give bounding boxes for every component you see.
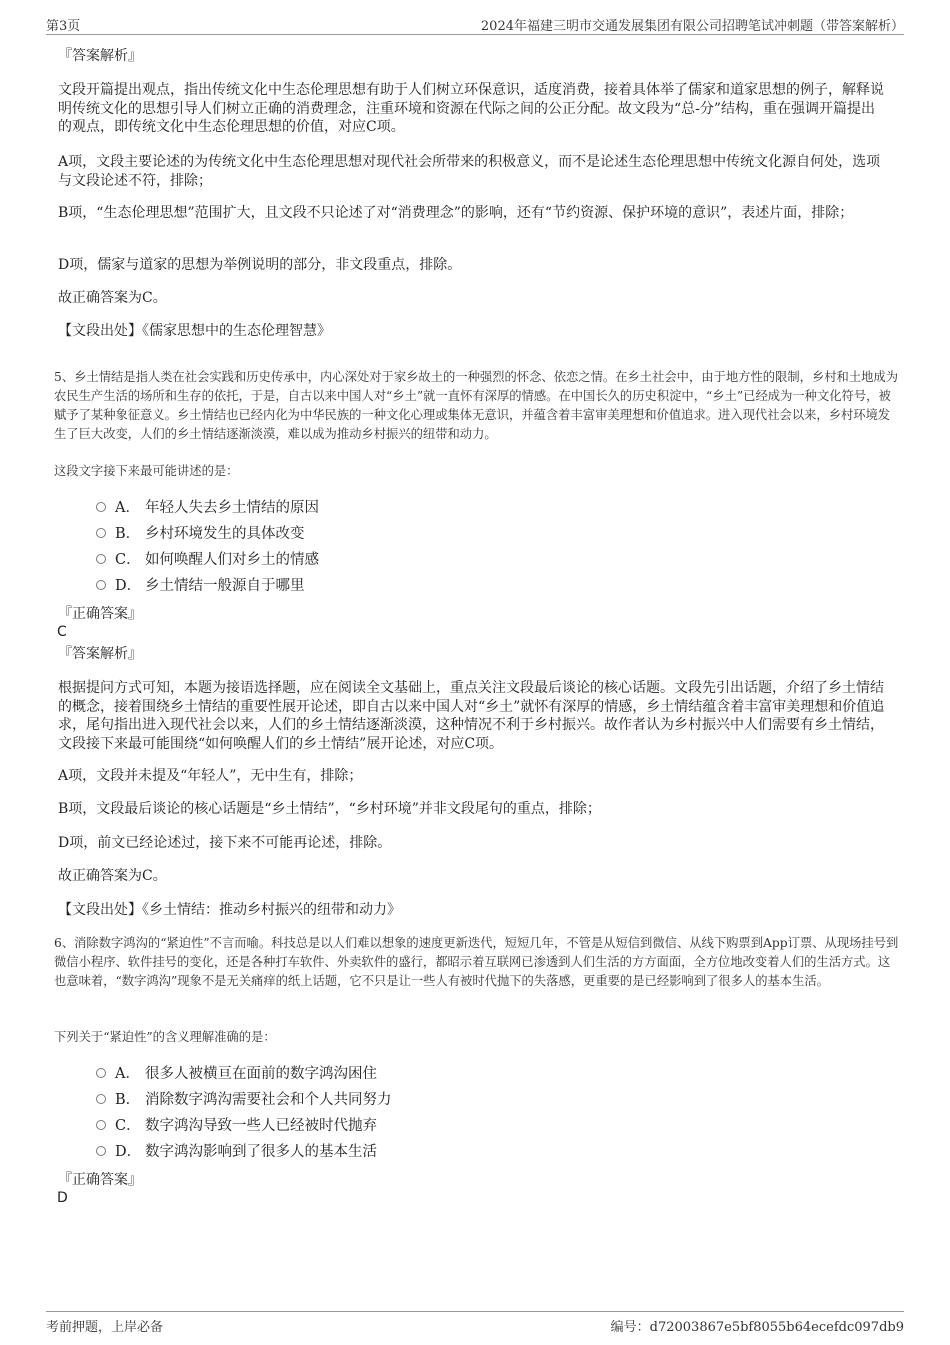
q6-answer: D	[57, 1190, 68, 1206]
q5-answer-label: 『正确答案』	[58, 606, 142, 622]
q6-answer-label: 『正确答案』	[58, 1172, 142, 1188]
option-letter: A．	[115, 1066, 140, 1082]
radio-icon[interactable]	[96, 502, 106, 512]
q5-conclusion: 故正确答案为C。	[58, 868, 167, 884]
option-text: 很多人被横亘在面前的数字鸿沟困住	[145, 1066, 377, 1082]
prev-option-a-analysis: A项，文段主要论述的为传统文化中生态伦理思想对现代社会所带来的积极意义，而不是论述生态伦理思想中传统文化源自何处，选项与文段论述不符，排除；	[58, 154, 881, 189]
radio-icon[interactable]	[96, 1094, 106, 1104]
q5-passage: 5、乡土情结是指人类在社会实践和历史传承中，内心深处对于家乡故土的一种强烈的怀念、依恋之情。在乡土社会中，由于地方性的限制，乡村和土地成为农民生产生活的场所和生存的依托，于是，自古以来中国人对“乡土”就一直怀有深厚的情感。在中国长久的历史积淀中，“乡土”已经成为一种文化符号，被赋予了某种象征意义。乡土情结也已经内化为中华民族的一种文化心理或集体无意识，并蕴含着丰富审美理想和价值追求。进入现代社会以来，乡村环境发生了巨大改变，人们的乡土情结逐渐淡漠，难以成为推动乡村振兴的纽带和动力。	[54, 370, 899, 441]
radio-icon[interactable]	[96, 1068, 106, 1078]
option-text: 如何唤醒人们对乡土的情感	[145, 552, 319, 568]
option-letter: D．	[115, 578, 142, 594]
page-footer	[46, 1311, 904, 1335]
option-text: 年轻人失去乡土情结的原因	[145, 500, 319, 516]
option-text: 数字鸿沟影响到了很多人的基本生活	[145, 1144, 377, 1160]
prev-analysis-label: 『答案解析』	[58, 48, 142, 64]
q6-passage: 6、消除数字鸿沟的“紧迫性”不言而喻。科技总是以人们难以想象的速度更新迭代，短短几年，不管是从短信到微信、从线下购票到App订票、从现场挂号到微信小程序、软件挂号的变化，还是各种打车软件、外卖软件的盛行，都昭示着互联网已渗透到人们生活的方方面面，全方位地改变着人们的生活方式。这也意味着，“数字鸿沟”现象不是无关痛痒的纸上话题，它不只是让一些人有被时代抛下的失落感，更重要的是已经影响到了很多人的基本生活。	[54, 936, 899, 988]
q6-prompt: 下列关于“紧迫性”的含义理解准确的是：	[54, 1030, 276, 1044]
q5-source: 【文段出处】《乡土情结：推动乡村振兴的纽带和动力》	[58, 902, 401, 918]
q5-option-b[interactable]	[96, 524, 305, 544]
q5-option-d-analysis: D项，前文已经论述过，接下来不可能再论述，排除。	[58, 835, 392, 851]
q5-answer: C	[57, 624, 67, 640]
q5-option-c[interactable]	[96, 550, 319, 570]
footer-slogan: 考前押题，上岸必备	[46, 1320, 164, 1335]
q5-option-a-analysis: A项，文段并未提及“年轻人”，无中生有，排除；	[58, 768, 363, 784]
prev-option-b-analysis: B项，“生态伦理思想”范围扩大，且文段不只论述了对“消费理念”的影响，还有“节约资源、保护环境的意识”，表述片面，排除；	[58, 205, 854, 221]
option-text: 数字鸿沟导致一些人已经被时代抛弃	[145, 1118, 377, 1134]
document-code: 编号：d72003867e5bf8055b64ecefdc097db9	[610, 1320, 904, 1335]
option-letter: C．	[115, 1118, 141, 1134]
prev-option-d-analysis: D项，儒家与道家的思想为举例说明的部分，非文段重点，排除。	[58, 257, 462, 273]
page-header	[46, 13, 904, 35]
option-letter: B．	[115, 1092, 141, 1108]
prev-analysis-text: 文段开篇提出观点，指出传统文化中生态伦理思想有助于人们树立环保意识，适度消费，接着具体举了儒家和道家思想的例子，解释说明传统文化的思想引导人们树立正确的消费理念，注重环境和资源在代际之间的公正分配。故文段为“总-分”结构，重在强调开篇提出的观点，即传统文化中生态伦理思想的价值，对应C项。	[58, 82, 884, 135]
q5-option-b-analysis: B项，文段最后谈论的核心话题是“乡土情结”，“乡村环境”并非文段尾句的重点，排除；	[58, 801, 601, 817]
q5-analysis-label: 『答案解析』	[58, 646, 142, 662]
q5-option-d[interactable]	[96, 576, 305, 596]
option-letter: C．	[115, 552, 141, 568]
q5-analysis-text: 根据提问方式可知，本题为接语选择题，应在阅读全文基础上，重点关注文段最后谈论的核心话题。文段先引出话题，介绍了乡土情结的概念，接着围绕乡土情结的重要性展开论述，即自古以来中国人对“乡土”就怀有深厚的情感，乡土情结蕴含着丰富审美理想和价值追求，尾句指出进入现代社会以来，人们的乡土情结逐渐淡漠，这种情况不利于乡村振兴。故作者认为乡村振兴中人们需要有乡土情结，文段接下来最可能围绕“如何唤醒人们的乡土情结”展开论述，对应C项。	[58, 680, 885, 752]
option-text: 乡土情结一般源自于哪里	[145, 578, 305, 594]
radio-icon[interactable]	[96, 1146, 106, 1156]
q5-option-a[interactable]	[96, 498, 319, 518]
q6-option-d[interactable]	[96, 1142, 377, 1162]
prev-source: 【文段出处】《儒家思想中的生态伦理智慧》	[58, 323, 331, 339]
q5-prompt: 这段文字接下来最可能讲述的是：	[54, 464, 239, 478]
option-letter: A．	[115, 500, 140, 516]
radio-icon[interactable]	[96, 580, 106, 590]
q6-option-c[interactable]	[96, 1116, 377, 1136]
q6-option-b[interactable]	[96, 1090, 392, 1110]
radio-icon[interactable]	[96, 554, 106, 564]
page-number: 第3页	[46, 19, 81, 34]
option-text: 消除数字鸿沟需要社会和个人共同努力	[145, 1092, 392, 1108]
option-letter: B．	[115, 526, 141, 542]
prev-conclusion: 故正确答案为C。	[58, 290, 167, 306]
radio-icon[interactable]	[96, 1120, 106, 1130]
option-letter: D．	[115, 1144, 142, 1160]
radio-icon[interactable]	[96, 528, 106, 538]
option-text: 乡村环境发生的具体改变	[145, 526, 305, 542]
q6-option-a[interactable]	[96, 1064, 377, 1084]
document-title: 2024年福建三明市交通发展集团有限公司招聘笔试冲刺题（带答案解析）	[480, 19, 904, 34]
